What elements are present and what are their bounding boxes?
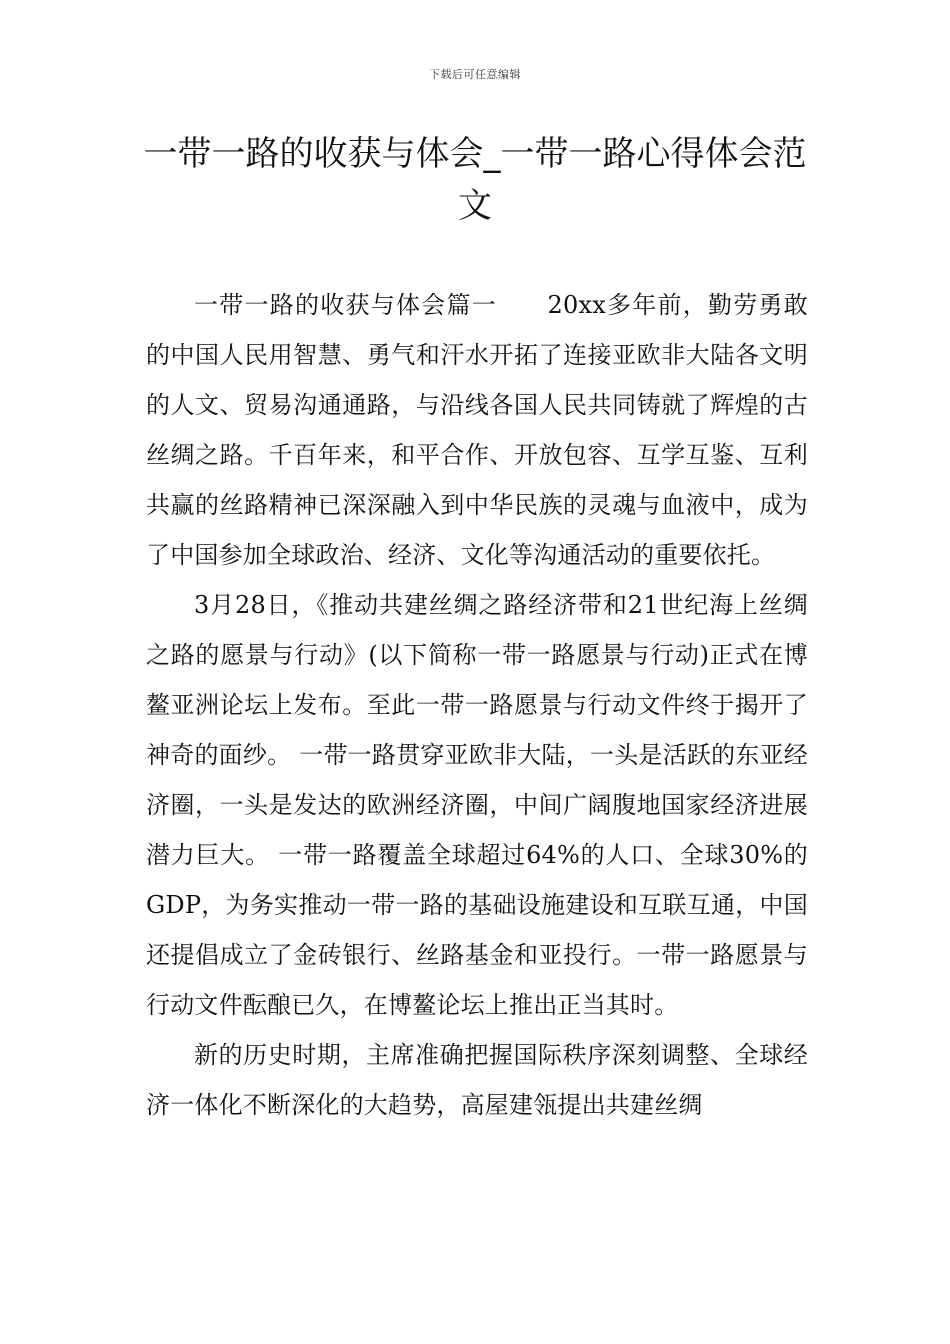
- document-title: 一带一路的收获与体会_一带一路心得体会范文: [143, 134, 807, 226]
- header-note: 下载后可任意编辑: [429, 68, 521, 81]
- paragraph: 一带一路的收获与体会篇一 20xx多年前，勤劳勇敢的中国人民用智慧、勇气和汗水开拓了连接亚欧非大陆各文明的人文、贸易沟通通路，与沿线各国人民共同铸就了辉煌的古丝绸之路。千百年来，和平合作、开放包容、互学互鉴、互利共赢的丝路精神已深深融入到中华民族的灵魂与血液中，成为了中国参加全球政治、经济、文化等沟通活动的重要依托。: [146, 291, 808, 569]
- paragraph: 3月28日，《推动共建丝绸之路经济带和21世纪海上丝绸之路的愿景与行动》(以下简称一带一路愿景与行动)正式在博鳌亚洲论坛上发布。至此一带一路愿景与行动文件终于揭开了神奇的面纱。 一带一路贯穿亚欧非大陆，一头是活跃的东亚经济圈，一头是发达的欧洲经济圈，中间广阔腹地国家经济进展潜力巨大。 一带一路覆盖全球超过64%的人口、全球30%的GDP，为务实推动一带一路的基础设施建设和互联互通，中国还提倡成立了金砖银行、丝路基金和亚投行。一带一路愿景与行动文件酝酿已久，在博鳌论坛上推出正当其时。: [146, 591, 808, 1019]
- document-body: [146, 280, 808, 1130]
- paragraph: 新的历史时期，主席准确把握国际秩序深刻调整、全球经济一体化不断深化的大趋势，高屋建瓴提出共建丝绸: [146, 1041, 808, 1119]
